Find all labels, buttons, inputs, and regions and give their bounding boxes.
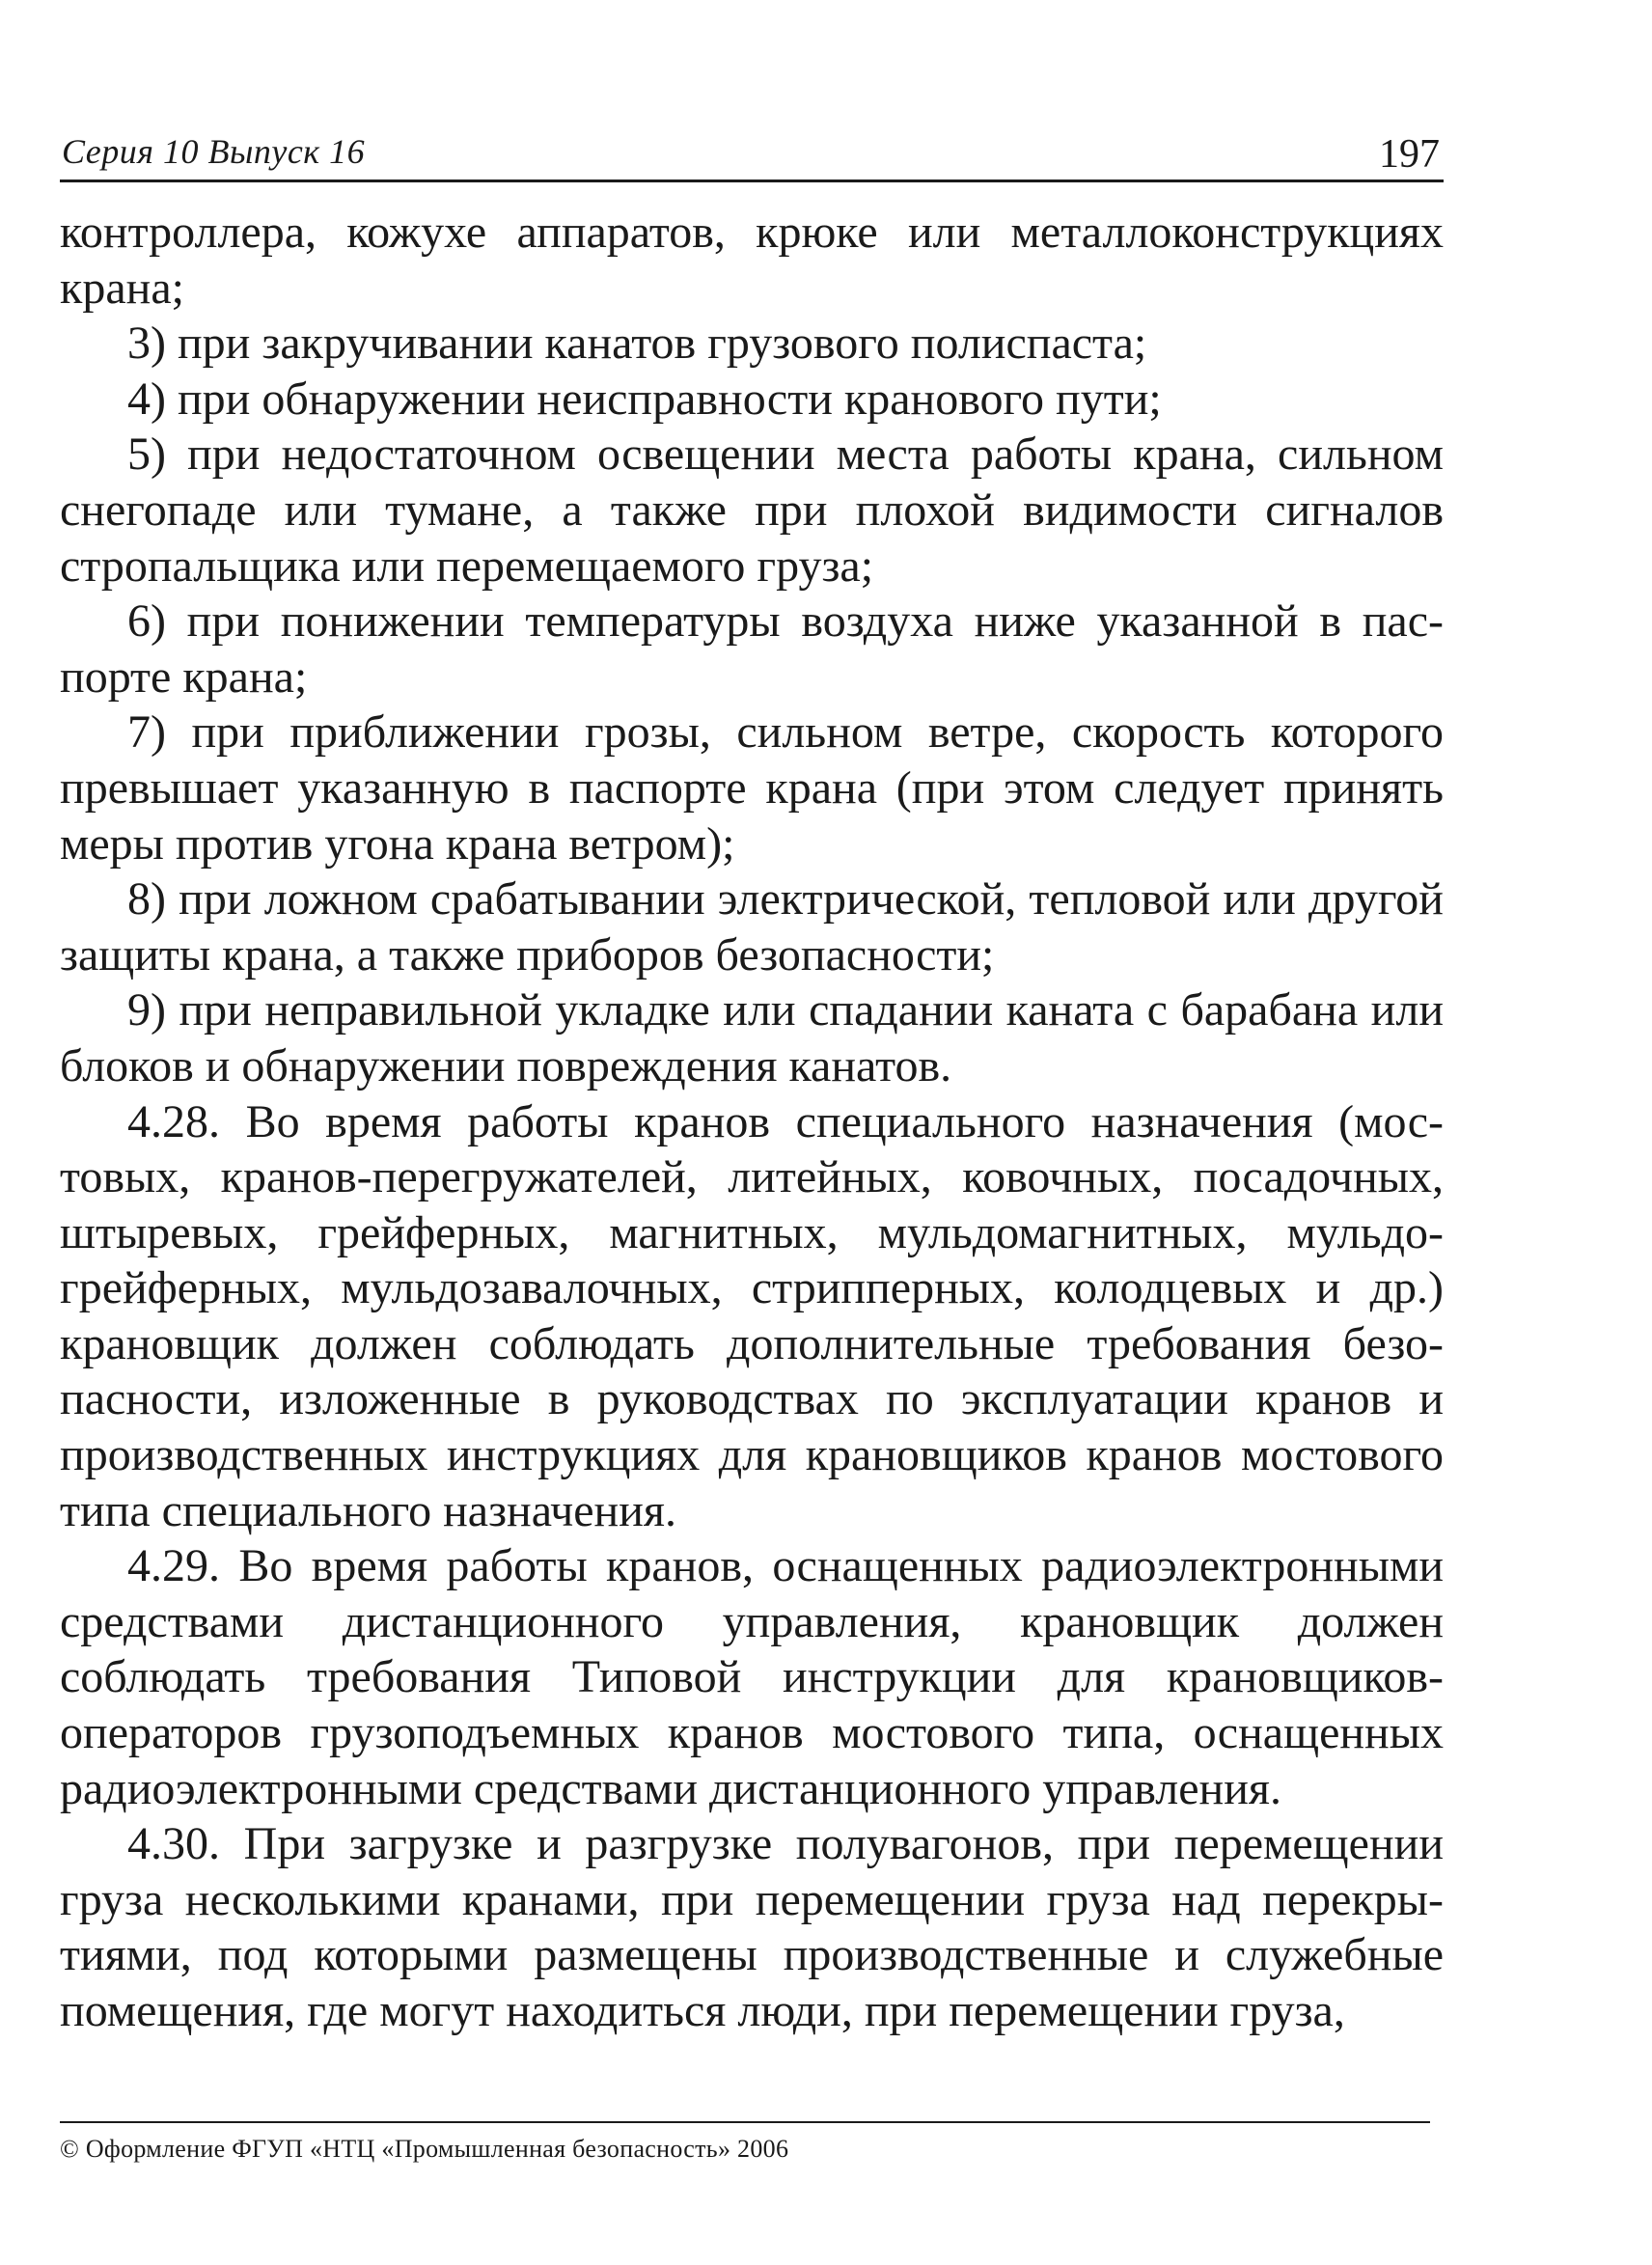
paragraph: 5) при недостаточном освещении места работы крана, сильном снегопаде или тумане, а также при плохой видимости сигналов стропальщика или перемещаемого груза;: [60, 428, 1444, 592]
page-header: [60, 125, 1444, 182]
paragraph: 4.29. Во время работы кранов, оснащенных радиоэлектронными средствами дистанционного управления, крановщик должен соблюдать требования Типовой инструкции для крановщиков-операторов грузоподъемных кранов мостового типа, оснащенных радиоэлектронными средствами дистанционного управления.: [60, 1540, 1444, 1814]
paragraph: 6) при понижении температуры воздуха ниже указанной в паспорте крана;: [60, 595, 1444, 703]
paragraph: 4.30. При загрузке и разгрузке полувагонов, при перемещении груза несколькими кранами, при перемещении груза над перекрытиями, под которыми размещены производственные и служебные помещения, где могут находиться люди, при перемещении груза,: [60, 1818, 1444, 2036]
footer-copyright: © Оформление ФГУП «НТЦ «Промышленная безопасность» 2006: [60, 2135, 789, 2163]
paragraph: 9) при неправильной укладке или спадании каната с барабана или блоков и обнаружении повреждения канатов.: [60, 984, 1444, 1091]
body-text: [60, 205, 1444, 2039]
paragraph: 4) при обнаружении неисправности кранового пути;: [127, 373, 1162, 425]
footer-divider: [60, 2121, 1430, 2123]
paragraph: 7) при приближении грозы, сильном ветре, скорость которого превышает указанную в паспорте крана (при этом следует принять меры против угона крана ветром);: [60, 706, 1444, 870]
paragraph: 8) при ложном срабатывании электрической, тепловой или другой защиты крана, а также приборов безопасности;: [60, 873, 1444, 981]
paragraph: контроллера, кожухе аппаратов, крюке или металлоконструкциях крана;: [60, 207, 1444, 314]
paragraph: 4.28. Во время работы кранов специального назначения (мостовых, кранов-перегружателей, литейных, ковочных, посадочных, штыревых, грейферных, магнитных, мульдомагнитных, мульдогрейферных, мульдозавалочных, стрипперных, колодцевых и др.) крановщик должен соблюдать дополнительные требования безопасности, изложенные в руководствах по эксплуатации кранов и производственных инструкциях для крановщиков кранов мостового типа специального назначения.: [60, 1095, 1444, 1536]
series-label: Серия 10 Выпуск 16: [62, 132, 366, 171]
paragraph: 3) при закручивании канатов грузового полиспаста;: [127, 318, 1147, 370]
page-number: 197: [1379, 132, 1440, 177]
